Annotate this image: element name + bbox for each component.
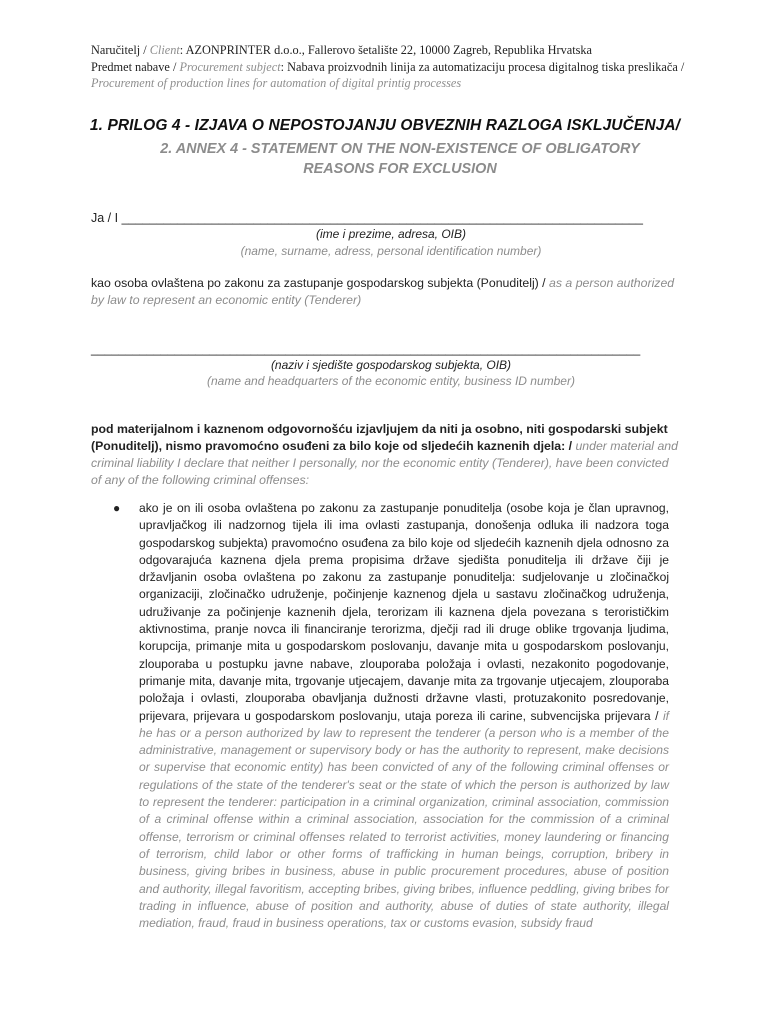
authorized-text-en: as a person authorized by law to represent an economic entity (Tenderer) xyxy=(91,276,675,307)
bullet-marker: ● xyxy=(113,501,121,515)
subject-value-en: Procurement of production lines for automation of digital printig processes xyxy=(91,76,462,90)
document-header xyxy=(91,42,691,92)
declarant-label-hr: (ime i prezime, adresa, OIB) xyxy=(315,227,467,241)
title-en: 2. ANNEX 4 - STATEMENT ON THE NON-EXISTENCE OF OBLIGATORY REASONS FOR EXCLUSION xyxy=(160,141,640,177)
subject-label-en: Procurement subject xyxy=(179,59,281,74)
client-value: : AZONPRINTER d.o.o., Fallerovo šetalište 22, 10000 Zagreb, Republika Hrvatska xyxy=(179,43,593,57)
client-label: Naručitelj / xyxy=(91,43,150,57)
entity-label-hr: (naziv i sjedište gospodarskog subjekta, OIB) xyxy=(270,358,512,372)
authorized-paragraph xyxy=(91,275,679,309)
statement-text-hr: pod materijalnom i kaznenom odgovornošću izjavljujem da niti ja osobno, niti gospodarski subjekt (Ponuditelj), nismo pravomoćno osuđeni za bilo koje od sljedećih kaznenih djela: / xyxy=(91,422,668,453)
declarant-line: Ja / I ___________________________________________________________________________ xyxy=(91,211,643,225)
statement-paragraph xyxy=(91,421,679,489)
bullet-paragraph xyxy=(139,500,669,932)
entity-line: _______________________________________________________________________________ xyxy=(91,342,641,356)
entity-label-en: (name and headquarters of the economic entity, business ID number) xyxy=(207,374,575,388)
client-label-en: Client xyxy=(149,43,180,57)
authorized-text-hr: kao osoba ovlaštena po zakonu za zastupanje gospodarskog subjekta (Ponuditelj) / xyxy=(91,276,550,290)
subject-label: Predmet nabave / xyxy=(91,59,180,74)
bullet-text-en: if he has or a person authorized by law to represent the tenderer (a person who is a member of the administrative, management or supervisory body or has the authority to represent, make decisions or supervise that economic entity) has been convicted of any of the following criminal offenses or regulations of the state of the tenderer's seat or the state of which the person is authorized by law to represent the tenderer: participation in a criminal organization, criminal association, commission of a criminal offense within a criminal association, association for the commission of a criminal offense, terrorism or criminal offenses related to terrorist activities, money laundering or financing of terrorism, child labor or other forms of trafficking in human beings, corruption, bribery in business, giving bribes in business, abuse in public procurement procedures, abuse of position and authority, illegal favoritism, accepting bribes, giving bribes, influence peddling, giving bribes for trading in influence, abuse of position and authority, abuse of duties of state authority, illegal mediation, fraud, fraud in business operations, tax or customs evasion, subsidy fraud xyxy=(139,708,669,931)
bullet-text-hr: ako je on ili osoba ovlaštena po zakonu za zastupanje ponuditelja (osobe koja je član upravnog, upravljačkog ili nadzornog tijela ili ima ovlasti zastupanja, donošenja odluka ili nadzora toga gospodarskog subjekta) pravomoćno osuđena za bilo koje od sljedećih kaznenih djela odnosno za odgovarajuća kaznena djela prema propisima države sjedišta ponuditelja ili države čiji je državljanin osoba ovlaštena po zakonu za zastupanje ponuditelja: sudjelovanje u zločinačkoj organizaciji, zločinačko udruženje, počinjenje kaznenog djela u sastavu zločinačkog udruženja, udruživanje za počinjenje kaznenih djela, terorizam ili kaznena djela povezana s terorističkim aktivnostima, pranje novca ili financiranje terorizma, dječji rad ili druge oblike trgovanja ljudima, korupcija, primanje mita u gospodarskom poslovanju, davanje mita u gospodarskom poslovanju, zlouporaba u postupku javne nabave, zlouporaba položaja i ovlasti, nezakonito pogodovanje, primanje mita, davanje mita, trgovanje utjecajem, davanje mita za trgovanje utjecajem, zlouporaba položaja i ovlasti, zlouporaba obavljanja dužnosti državne vlasti, protuzakonito posredovanje, prijevara, prijevara u gospodarskom poslovanju, utaja poreza ili carine, subvencijska prijevara / xyxy=(139,501,669,723)
statement-text-en: under material and criminal liability I declare that neither I personally, nor the economic entity (Tenderer), have been convicted of any of the following criminal offenses: xyxy=(91,439,678,487)
title-hr: 1. PRILOG 4 - IZJAVA O NEPOSTOJANJU OBVEZNIH RAZLOGA ISKLJUČENJA/ xyxy=(89,117,681,134)
subject-value: : Nabava proizvodnih linija za automatizaciju procesa digitalnog tiska preslikača / xyxy=(280,59,685,74)
declarant-label-en: (name, surname, adress, personal identification number) xyxy=(240,244,542,258)
